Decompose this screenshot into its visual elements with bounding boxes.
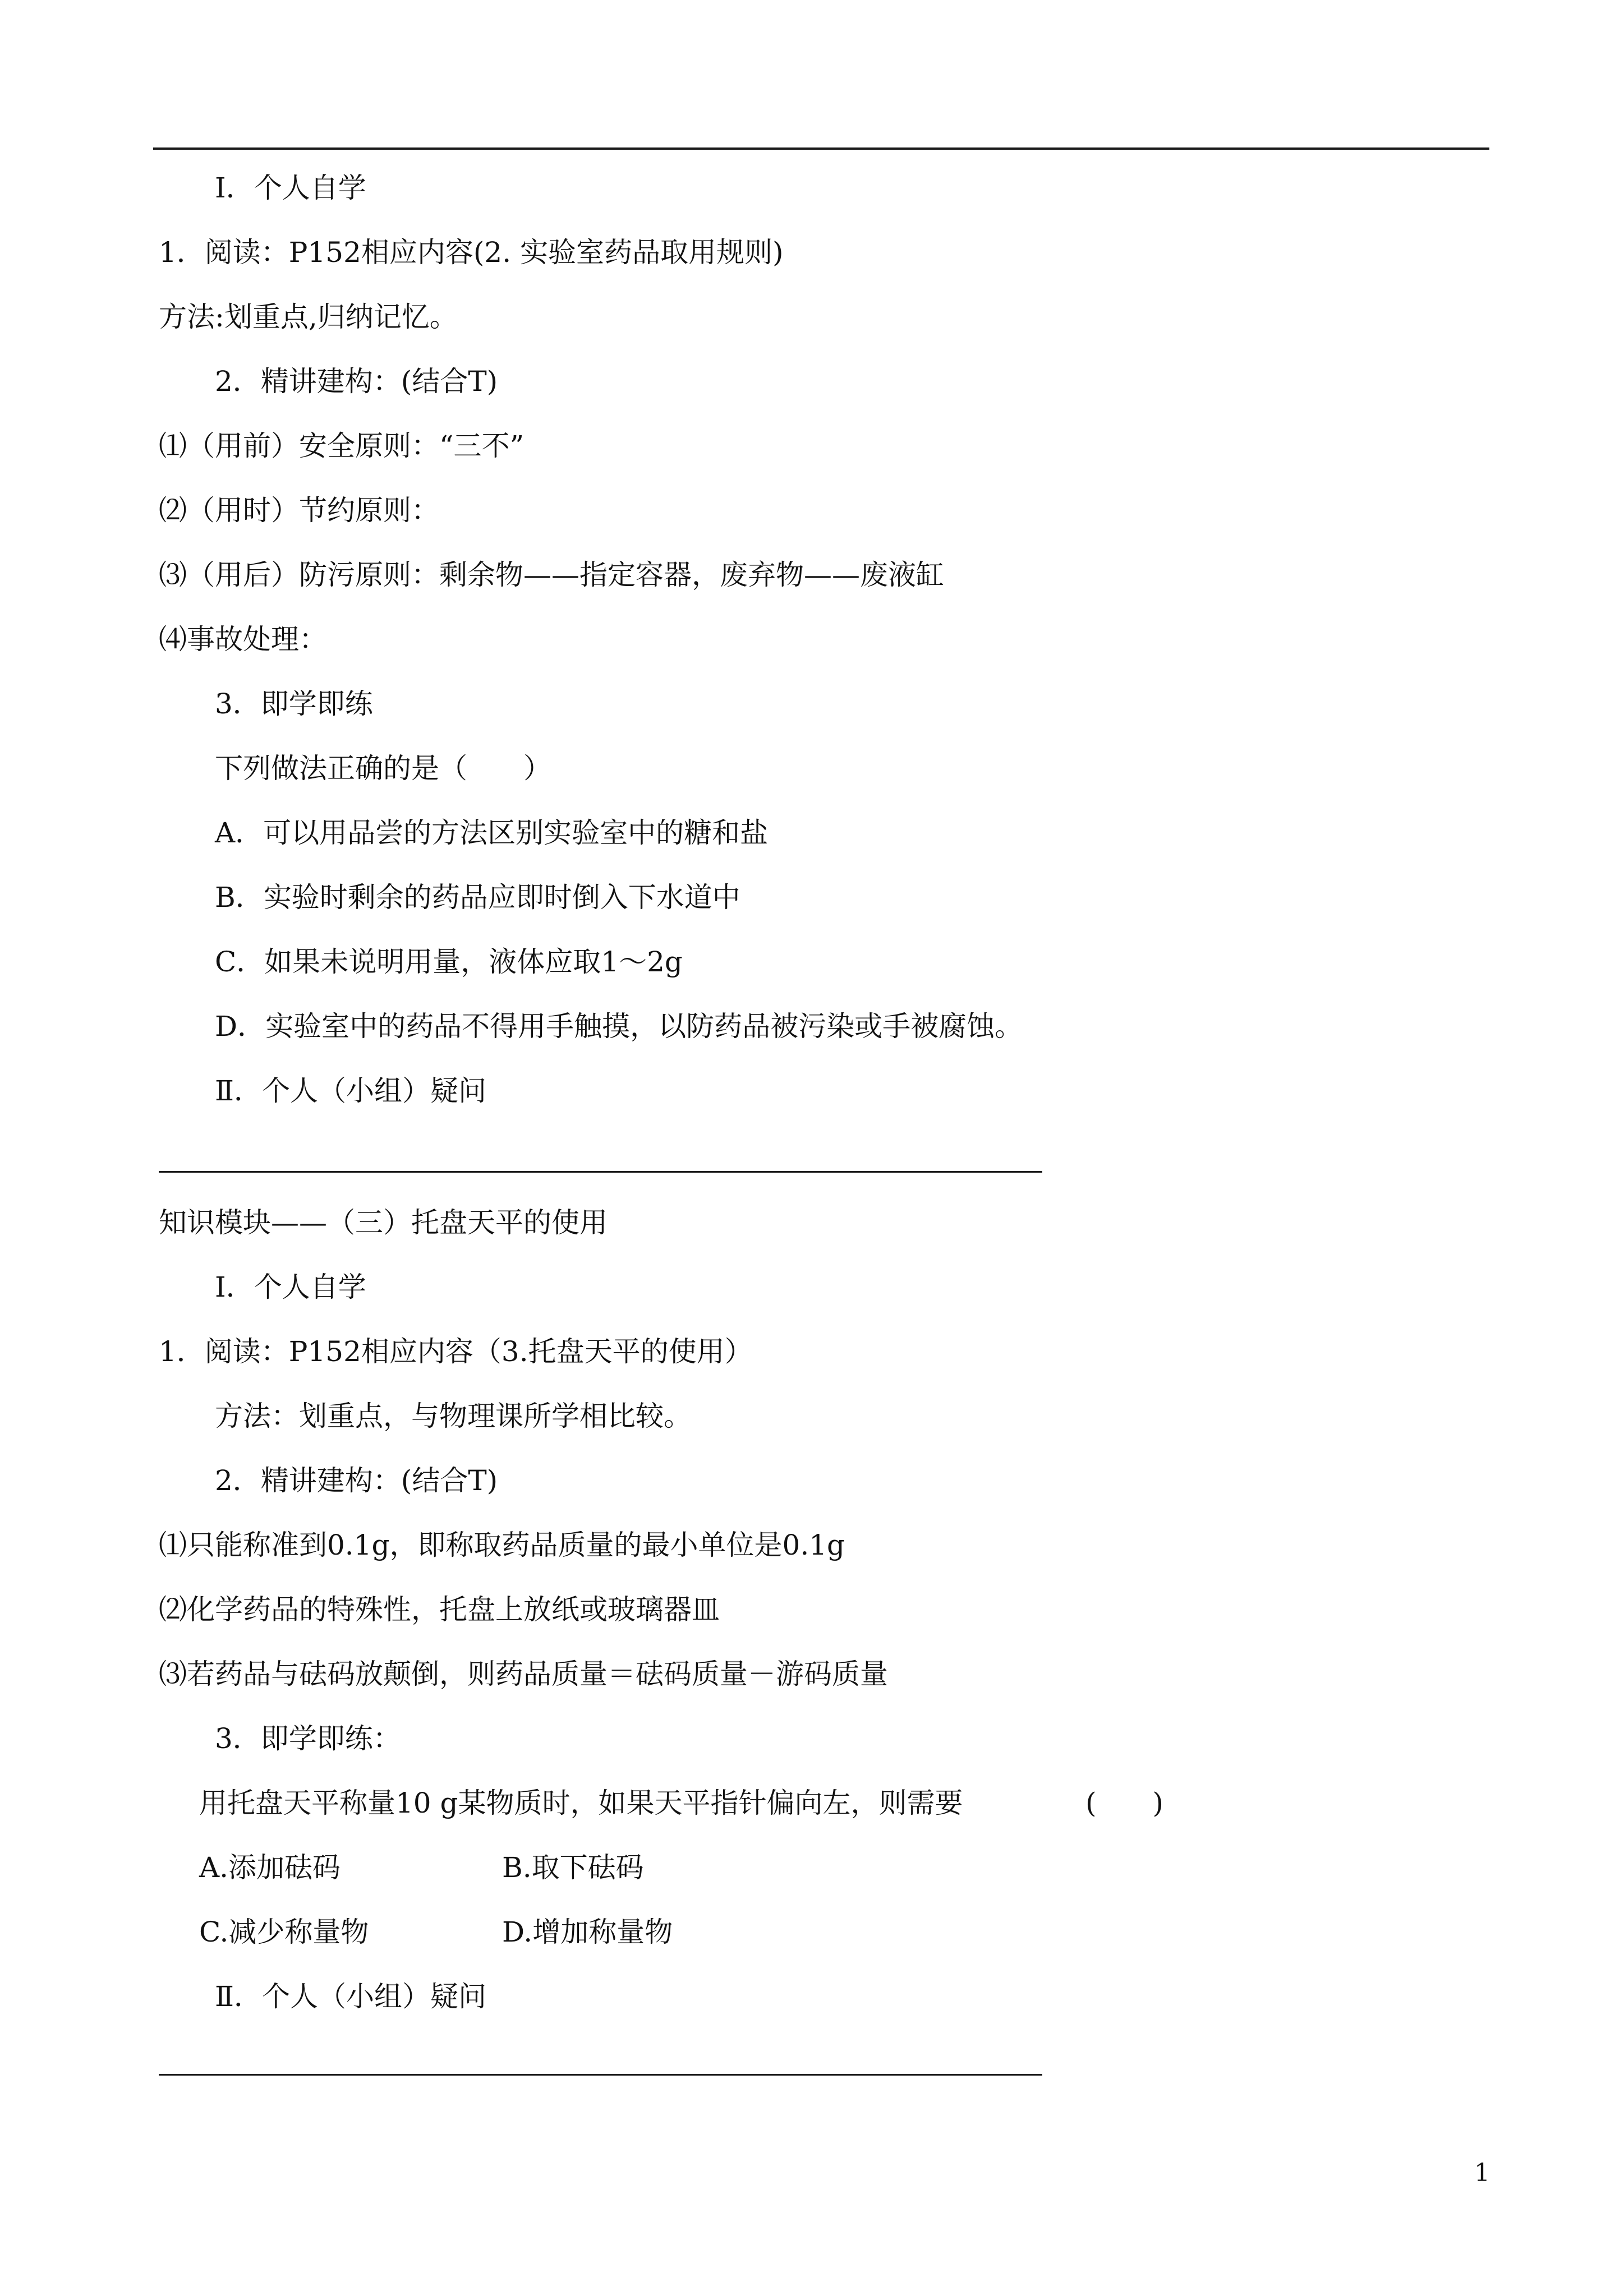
option-1-b: B．实验时剩余的药品应即时倒入下水道中 [215, 881, 740, 914]
module-title: 知识模块——（三）托盘天平的使用 [159, 1206, 608, 1239]
point-1-2: ⑵（用时）节约原则： [159, 494, 439, 527]
answer-line-1 [159, 1171, 1042, 1173]
construct-heading-2: 2．精讲建构：(结合T) [215, 1464, 498, 1497]
point-2-3: ⑶若药品与砝码放颠倒，则药品质量＝砝码质量－游码质量 [159, 1658, 888, 1690]
header-rule [153, 147, 1489, 150]
option-1-a: A．可以用品尝的方法区别实验室中的糖和盐 [215, 817, 769, 849]
option-2-b: B.取下砝码 [502, 1851, 644, 1884]
question-1: 下列做法正确的是（ ） [215, 752, 551, 785]
question-2: 用托盘天平称量10 g某物质时，如果天平指针偏向左，则需要 [199, 1787, 963, 1819]
option-2-a: A.添加砝码 [199, 1851, 341, 1884]
answer-line-2 [159, 2074, 1042, 2076]
option-1-d: D．实验室中的药品不得用手触摸，以防药品被污染或手被腐蚀。 [215, 1010, 1023, 1043]
method-1: 方法:划重点,归纳记忆。 [159, 301, 458, 333]
practice-heading-1: 3．即学即练 [215, 688, 373, 720]
questions-heading-1: Ⅱ．个人（小组）疑问 [215, 1075, 486, 1107]
heading-self-study-1: Ⅰ．个人自学 [215, 172, 366, 204]
questions-heading-2: Ⅱ．个人（小组）疑问 [215, 1980, 486, 2013]
construct-heading-1: 2．精讲建构：(结合T) [215, 365, 498, 398]
practice-heading-2: 3．即学即练： [215, 1722, 401, 1755]
point-2-1: ⑴只能称准到0.1g，即称取药品质量的最小单位是0.1g [159, 1529, 845, 1561]
page-number: 1 [1474, 2159, 1490, 2187]
option-2-c: C.减少称量物 [199, 1916, 369, 1948]
method-2: 方法：划重点，与物理课所学相比较。 [215, 1400, 692, 1432]
reading-instruction-2: 1．阅读：P152相应内容（3.托盘天平的使用） [159, 1335, 753, 1368]
option-1-c: C．如果未说明用量，液体应取1～2g [215, 946, 683, 978]
answer-blank: ( ) [1085, 1787, 1164, 1819]
point-1-3: ⑶（用后）防污原则：剩余物——指定容器，废弃物——废液缸 [159, 559, 944, 591]
reading-instruction-1: 1．阅读：P152相应内容(2. 实验室药品取用规则) [159, 236, 784, 269]
heading-self-study-2: Ⅰ．个人自学 [215, 1271, 366, 1303]
point-1-1: ⑴（用前）安全原则：“三不” [159, 430, 525, 462]
point-2-2: ⑵化学药品的特殊性，托盘上放纸或玻璃器皿 [159, 1593, 720, 1626]
option-2-d: D.增加称量物 [502, 1916, 673, 1948]
point-1-4: ⑷事故处理： [159, 623, 327, 656]
